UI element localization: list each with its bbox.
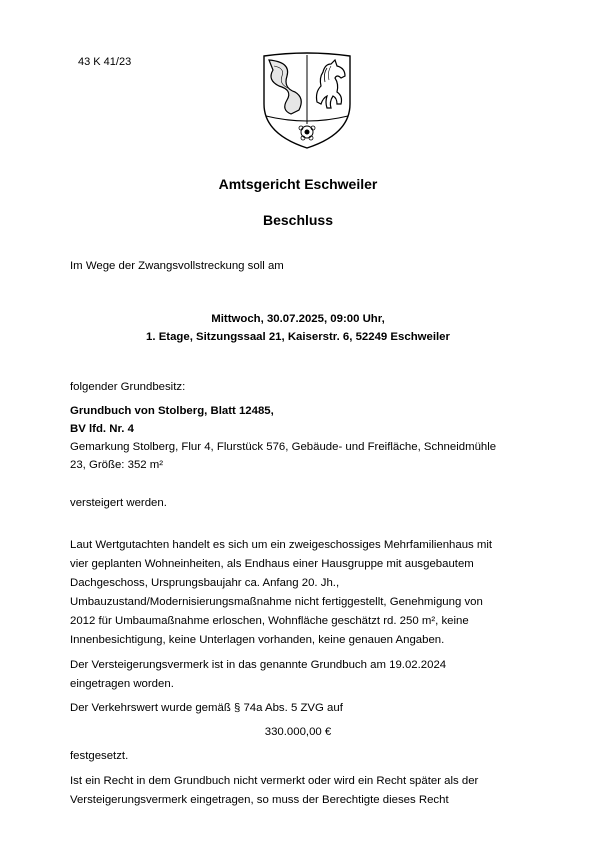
wertgutachten-line: Innenbesichtigung, keine Unterlagen vorhanden, keine genauen Angaben. bbox=[70, 634, 445, 646]
festgesetzt-text: festgesetzt. bbox=[70, 750, 129, 762]
grundbuch: Grundbuch von Stolberg, Blatt 12485, bbox=[70, 405, 274, 417]
verkehrswert-amount: 330.000,00 € bbox=[264, 726, 332, 738]
wertgutachten-line: Dachgeschoss, Ursprungsbaujahr ca. Anfang 20. Jh., bbox=[70, 577, 340, 589]
versteigert-text: versteigert werden. bbox=[70, 497, 167, 509]
wertgutachten-line: Laut Wertgutachten handelt es sich um ein zweigeschossiges Mehrfamilienhaus mit bbox=[70, 539, 493, 551]
gemarkung-line: 23, Größe: 352 m² bbox=[70, 459, 164, 471]
wertgutachten-line: 2012 für Umbaumaßnahme erloschen, Wohnfläche geschätzt rd. 250 m², keine bbox=[70, 615, 469, 627]
verkehrswert-intro: Der Verkehrswert wurde gemäß § 74a Abs. 5 ZVG auf bbox=[70, 702, 343, 714]
grundbesitz-label: folgender Grundbesitz: bbox=[70, 381, 186, 393]
termin-ort: 1. Etage, Sitzungssaal 21, Kaiserstr. 6, 52249 Eschweiler bbox=[146, 331, 450, 343]
wertgutachten-line: vier geplanten Wohneinheiten, als Endhaus einer Hausgruppe mit ausgebautem bbox=[70, 558, 474, 570]
gemarkung-line: Gemarkung Stolberg, Flur 4, Flurstück 576, Gebäude- und Freifläche, Schneidmühle bbox=[70, 441, 497, 453]
document-title: Beschluss bbox=[262, 212, 334, 228]
vermerk-line: eingetragen worden. bbox=[70, 678, 174, 690]
nrw-coat-of-arms-icon bbox=[261, 52, 353, 150]
vermerk-line: Der Versteigerungsvermerk ist in das genannte Grundbuch am 19.02.2024 bbox=[70, 659, 447, 671]
court-name: Amtsgericht Eschweiler bbox=[218, 176, 378, 192]
aktenzeichen: 43 K 41/23 bbox=[78, 56, 132, 68]
bv-nummer: BV lfd. Nr. 4 bbox=[70, 423, 134, 435]
wertgutachten-line: Umbauzustand/Modernisierungsmaßnahme nicht fertiggestellt, Genehmigung von bbox=[70, 596, 483, 608]
recht-line: Ist ein Recht in dem Grundbuch nicht vermerkt oder wird ein Recht später als der bbox=[70, 775, 479, 787]
recht-line: Versteigerungsvermerk eingetragen, so muss der Berechtigte dieses Recht bbox=[70, 794, 449, 806]
termin-datum: Mittwoch, 30.07.2025, 09:00 Uhr, bbox=[211, 313, 385, 325]
intro-text: Im Wege der Zwangsvollstreckung soll am bbox=[70, 260, 284, 272]
